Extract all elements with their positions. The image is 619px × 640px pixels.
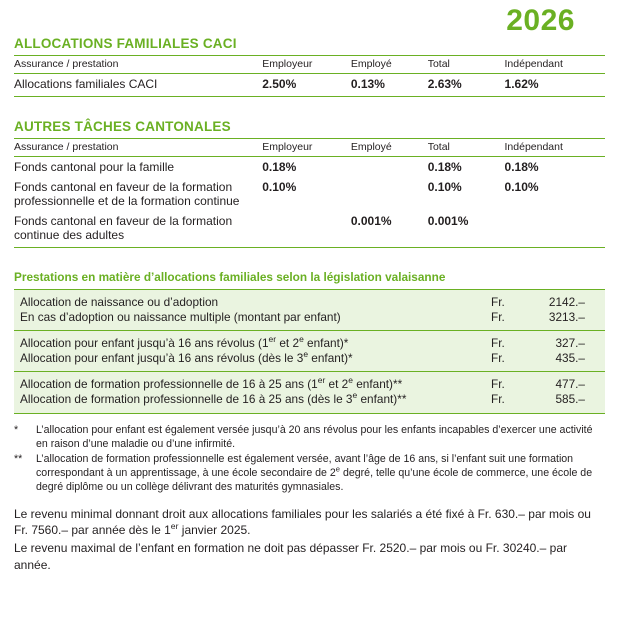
footnote-mark: * xyxy=(14,423,19,436)
prestation-line: En cas d’adoption ou naissance multiple (montant par enfant) xyxy=(20,310,341,325)
amount-value: 585.– xyxy=(555,392,585,407)
prestation-line: Allocation de formation professionnelle de 16 à 25 ans (1er et 2e enfant)** xyxy=(20,375,403,392)
footnote-mark: ** xyxy=(14,452,23,465)
table-row xyxy=(14,177,605,211)
cell-employe xyxy=(351,157,428,178)
section-title-prestations-valaisanne: Prestations en matière d’allocations familiales selon la législation valaisanne xyxy=(14,270,446,284)
amount-value: 327.– xyxy=(555,336,585,351)
amount-currency: Fr. xyxy=(491,295,505,309)
prestations-box xyxy=(14,289,605,414)
column-header-independant: Indépendant xyxy=(505,56,605,74)
cell-employe: 0.001% xyxy=(351,211,428,248)
cell-label: Fonds cantonal pour la famille xyxy=(14,160,175,174)
table-row xyxy=(14,157,605,178)
cell-label: Allocations familiales CACI xyxy=(14,74,262,97)
footnote-text: L’allocation de formation professionnelle est également versée, avant l’âge de 16 ans, si l’enfant suit une formation correspondant à un apprentissage, à une école secondaire de 2e degré, telle qu’une école de commerce, une école de degré diplôme ou un collège délivrant des maturités gymnasiales. xyxy=(36,452,593,493)
amount-row xyxy=(491,392,599,407)
prestation-group xyxy=(14,331,605,372)
prestation-amounts xyxy=(491,295,599,325)
prestation-group xyxy=(14,290,605,331)
table-allocations-familiales-caci xyxy=(14,55,605,97)
prestation-labels xyxy=(20,336,491,366)
cell-employe xyxy=(351,177,428,211)
spacer xyxy=(14,97,605,119)
cell-total: 0.10% xyxy=(427,180,462,194)
spacer xyxy=(14,248,605,270)
amount-currency: Fr. xyxy=(491,310,505,325)
cell-employe: 0.13% xyxy=(351,74,428,97)
amount-currency: Fr. xyxy=(491,351,505,366)
year-heading: 2026 xyxy=(506,4,575,37)
prestation-group xyxy=(14,372,605,412)
table-header xyxy=(14,139,605,157)
table-autres-taches-cantonales xyxy=(14,138,605,248)
footnotes xyxy=(14,423,605,494)
cell-total: 0.18% xyxy=(427,160,462,174)
amount-currency: Fr. xyxy=(491,377,505,392)
amount-row xyxy=(491,310,599,325)
cell-independant xyxy=(505,211,605,248)
prestation-line: Allocation pour enfant jusqu’à 16 ans révolus (dès le 3e enfant)* xyxy=(20,349,353,366)
column-header-employe: Employé xyxy=(351,56,428,74)
section-title-allocations-familiales-caci: ALLOCATIONS FAMILIALES CACI xyxy=(14,36,237,51)
column-header-total: Total xyxy=(428,56,505,74)
closing-paragraph-2: Le revenu maximal de l’enfant en formation ne doit pas dépasser Fr. 2520.– par mois ou Fr. 30240.– par année. xyxy=(14,541,567,572)
table-body xyxy=(14,74,605,97)
closing-paragraph-1: Le revenu minimal donnant droit aux allocations familiales pour les salariés a été fixé à Fr. 630.– par mois ou Fr. 7560.– par année dès le 1er janvier 2025. xyxy=(14,506,591,538)
cell-employeur: 0.18% xyxy=(262,160,297,174)
cell-label: Fonds cantonal en faveur de la formation professionnelle et de la formation continue xyxy=(14,180,240,208)
column-header-prestation: Assurance / prestation xyxy=(14,56,262,74)
column-header-prestation: Assurance / prestation xyxy=(14,139,262,157)
table-header-row xyxy=(14,56,605,74)
amount-value: 435.– xyxy=(555,351,585,366)
cell-independant: 0.18% xyxy=(504,160,539,174)
amount-row xyxy=(491,377,599,392)
table-row xyxy=(14,74,605,97)
amount-value: 3213.– xyxy=(548,310,585,325)
amount-value: 477.– xyxy=(555,377,585,392)
prestation-amounts xyxy=(491,377,599,407)
prestation-amounts xyxy=(491,336,599,366)
column-header-employeur: Employeur xyxy=(262,139,351,157)
footnote xyxy=(14,423,605,451)
column-header-independant: Indépendant xyxy=(505,139,605,157)
prestation-labels xyxy=(20,295,491,325)
amount-currency: Fr. xyxy=(491,392,505,407)
cell-independant: 0.10% xyxy=(504,180,539,194)
cell-total: 2.63% xyxy=(428,74,505,97)
table-row xyxy=(14,211,605,248)
amount-currency: Fr. xyxy=(491,336,505,351)
cell-employeur xyxy=(262,211,351,248)
prestation-line: Allocation de naissance ou d’adoption xyxy=(20,295,219,309)
cell-employeur: 0.10% xyxy=(262,180,297,194)
table-body xyxy=(14,157,605,248)
cell-total: 0.001% xyxy=(428,211,505,248)
section-title-autres-taches-cantonales: AUTRES TÂCHES CANTONALES xyxy=(14,119,231,134)
prestation-line: Allocation de formation professionnelle de 16 à 25 ans (dès le 3e enfant)** xyxy=(20,390,407,407)
prestation-labels xyxy=(20,377,491,407)
column-header-employeur: Employeur xyxy=(262,56,351,74)
footnote-text: L’allocation pour enfant est également versée jusqu’à 20 ans révolus pour les enfants incapables d’exercer une activité en raison d’une maladie ou d’une infirmité. xyxy=(36,423,593,450)
footnote xyxy=(14,452,605,494)
prestation-line: Allocation pour enfant jusqu’à 16 ans révolus (1er et 2e enfant)* xyxy=(20,334,349,351)
amount-row xyxy=(491,295,599,310)
amount-value: 2142.– xyxy=(548,295,585,309)
table-header xyxy=(14,56,605,74)
cell-independant: 1.62% xyxy=(505,74,605,97)
amount-row xyxy=(491,351,599,366)
column-header-employe: Employé xyxy=(351,139,428,157)
amount-row xyxy=(491,336,599,351)
column-header-total: Total xyxy=(428,139,505,157)
table-header-row xyxy=(14,139,605,157)
closing-paragraphs xyxy=(14,506,605,573)
cell-employeur: 2.50% xyxy=(262,74,351,97)
cell-label: Fonds cantonal en faveur de la formation continue des adultes xyxy=(14,211,262,248)
